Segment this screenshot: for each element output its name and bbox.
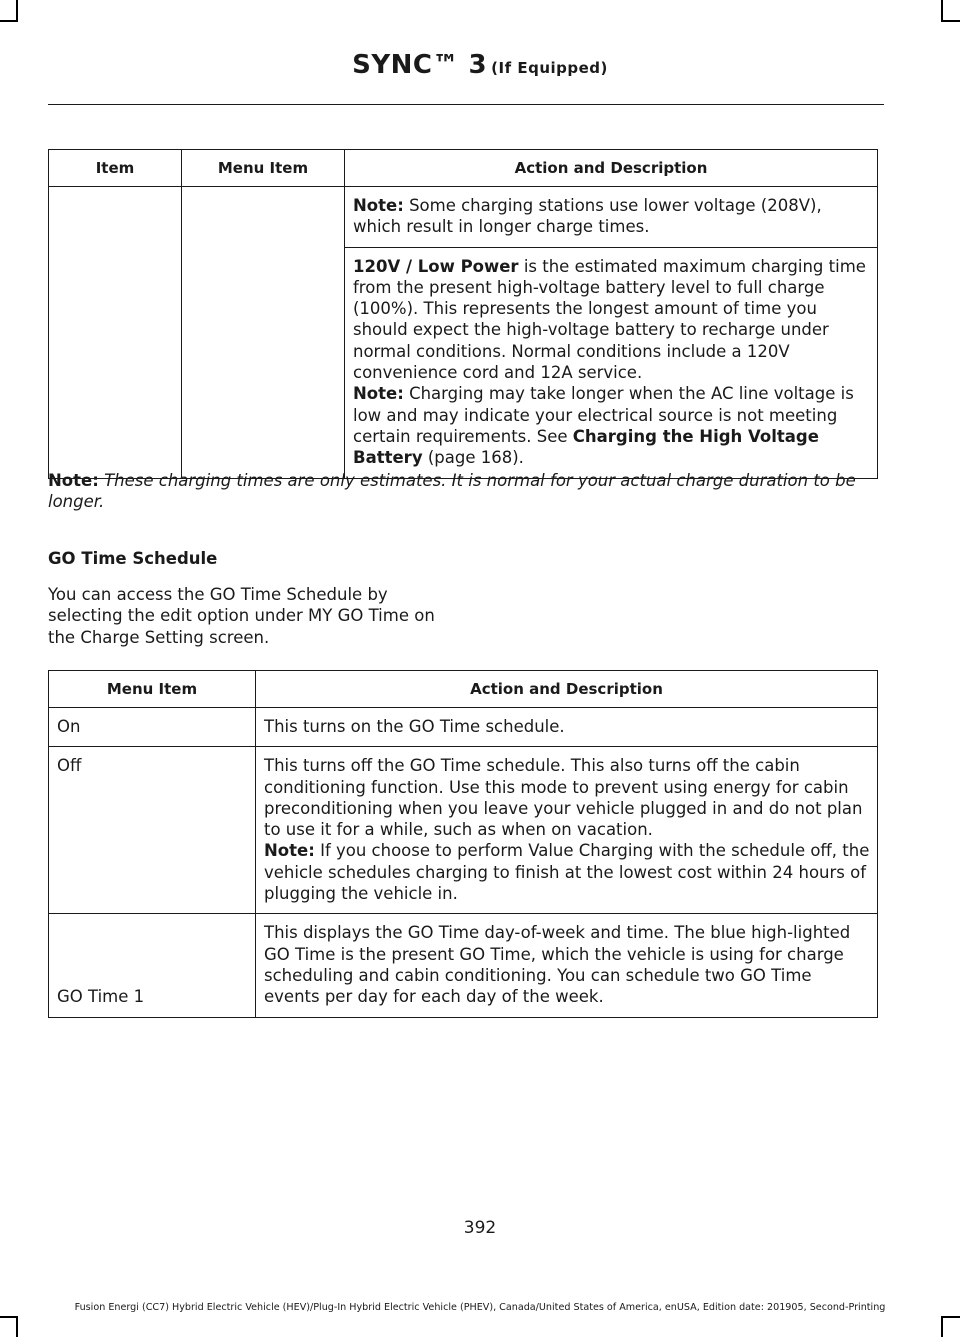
crop-mark-bottom-left-h	[0, 1316, 18, 1318]
note-label: Note:	[353, 196, 404, 215]
crop-mark-bottom-right-v	[941, 1316, 943, 1337]
description-cell: This displays the GO Time day-of-week and time. The blue high-lighted GO Time is the present GO Time, which the vehicle is using for charge scheduling and cabin conditioning. You can schedule two GO Time events per day for each day of the week.	[256, 914, 878, 1017]
header-rule	[48, 104, 884, 105]
note-text: Charging may take longer when the AC line voltage is low and may indicate your electrical source is not meeting certain requirements. See	[353, 384, 854, 446]
low-power-label: 120V / Low Power	[353, 256, 519, 276]
page-reference: (page 168).	[422, 448, 524, 468]
note-label: Note:	[353, 384, 404, 404]
crop-mark-top-right-h	[941, 20, 960, 22]
description-cell	[345, 247, 878, 478]
section-heading: GO Time Schedule	[48, 549, 218, 568]
page-number: 392	[463, 1218, 497, 1238]
charge-times-table	[48, 149, 878, 479]
page-header	[0, 52, 960, 78]
column-header-menu-item: Menu Item	[49, 671, 256, 708]
charging-times-note	[48, 470, 880, 513]
crop-mark-top-left-h	[0, 20, 18, 22]
item-cell	[49, 187, 182, 479]
crop-mark-bottom-left-v	[16, 1316, 18, 1337]
header-title: SYNC™ 3	[352, 50, 488, 80]
table-header-row	[49, 671, 878, 708]
crop-mark-top-right-v	[941, 0, 943, 22]
table-row	[49, 914, 878, 1017]
table-row	[49, 187, 878, 248]
column-header-menu-item: Menu Item	[182, 150, 345, 187]
note-label: Note:	[264, 841, 315, 861]
low-power-text: is the estimated maximum charging time from the present high-voltage battery level to full charge (100%). This represents the longest amount of time you should expect the high-voltage battery to recharge under normal conditions. Normal conditions include a 120V convenience cord and 12A service.	[353, 256, 866, 383]
note-text: Some charging stations use lower voltage (208V), which result in longer charge times.	[353, 196, 822, 237]
crop-mark-bottom-right-h	[941, 1316, 960, 1318]
description-cell	[345, 187, 878, 248]
description-cell	[256, 747, 878, 914]
table-row	[49, 747, 878, 914]
go-time-schedule-table	[48, 670, 878, 1018]
description-text: This turns off the GO Time schedule. This also turns off the cabin conditioning function. Use this mode to prevent using energy for cabin preconditioning when you leave your vehicle plugged in and do not plan to use it for a while, such as when on vacation.	[264, 756, 863, 840]
section-body: You can access the GO Time Schedule by selecting the edit option under MY GO Time on the Charge Setting screen.	[48, 585, 435, 647]
menu-item-cell: Off	[49, 747, 256, 914]
header-subtitle: (If Equipped)	[491, 59, 608, 77]
description-cell: This turns on the GO Time schedule.	[256, 708, 878, 747]
menu-item-cell: On	[49, 708, 256, 747]
note-text: If you choose to perform Value Charging with the schedule off, the vehicle schedules charging to finish at the lowest cost within 24 hours of plugging the vehicle in.	[264, 841, 870, 904]
menu-item-cell	[182, 187, 345, 479]
table-row	[49, 708, 878, 747]
note-text: These charging times are only estimates. It is normal for your actual charge duration to be longer.	[48, 471, 856, 512]
column-header-item: Item	[49, 150, 182, 187]
charging-battery-link[interactable]: Charging the High Voltage Battery	[353, 426, 819, 468]
column-header-action: Action and Description	[345, 150, 878, 187]
crop-mark-top-left-v	[16, 0, 18, 22]
table-header-row	[49, 150, 878, 187]
column-header-action: Action and Description	[256, 671, 878, 708]
note-label: Note:	[48, 471, 99, 490]
footer-text: Fusion Energi (CC7) Hybrid Electric Vehicle (HEV)/Plug-In Hybrid Electric Vehicle (PHEV), Canada/United States of America, enUSA, Edition date: 201905, Second-Printing	[74, 1302, 886, 1313]
menu-item-cell: GO Time 1	[49, 914, 256, 1017]
